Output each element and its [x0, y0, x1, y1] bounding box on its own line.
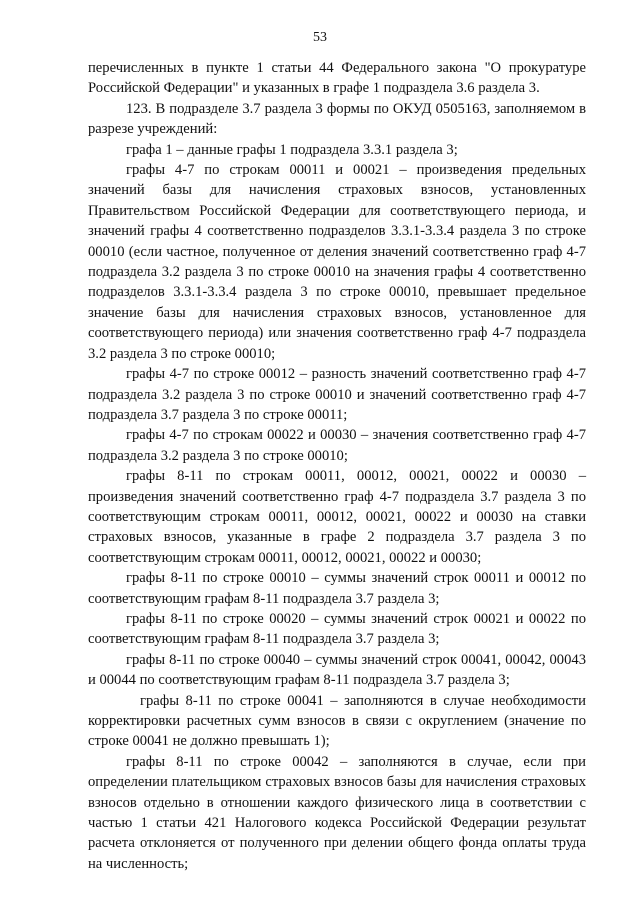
paragraph-item-123: 123. В подразделе 3.7 раздела 3 формы по ОКУД 0505163, заполняемом в разрезе учреждений:: [88, 100, 586, 138]
page-number: 53: [313, 30, 327, 45]
paragraph-columns-8-11-row-00040: графы 8-11 по строке 00040 – суммы значений строк 00041, 00042, 00043 и 00044 по соответствующим графам 8-11 подраздела 3.7 раздела 3;: [88, 651, 586, 689]
paragraph-continuation: перечисленных в пункте 1 статьи 44 Федерального закона "О прокуратуре Российской Федерации" и указанных в графе 1 подраздела 3.6 раздела 3.: [88, 60, 586, 97]
paragraph-columns-8-11-row-00042: графы 8-11 по строке 00042 – заполняются в случае, если при определении плательщиком страховых взносов базы для начисления страховых взносов отдельно в отношении каждого физического лица в соответствии с частью 1 статьи 421 Налогового кодекса Российской Федерации результат расчета отклоняется от полученного при делении общего фонда оплаты труда на численность;: [88, 753, 586, 872]
paragraph-columns-8-11-row-00020: графы 8-11 по строке 00020 – суммы значений строк 00021 и 00022 по соответствующим графам 8-11 подраздела 3.7 раздела 3;: [88, 610, 586, 648]
paragraph-columns-4-7-rows-00011-00021: графы 4-7 по строкам 00011 и 00021 – произведения предельных значений базы для начисления страховых взносов, установленных Правительством Российской Федерации для соответствующего периода, и значений графы 4 соответственно подразделов 3.3.1-3.3.4 раздела 3 по строке 00010 (если частное, полученное от деления значений соответственно граф 4-7 подраздела 3.2 раздела 3 по строке 00010 на значения графы 4 соответственно подразделов 3.3.1-3.3.4 раздела 3 по строке 00010, превышает предельное значение базы для начисления страховых взносов, установленное для соответствующего периода) или значения соответственно граф 4-7 подраздела 3.2 раздела 3 по строке 00010;: [88, 162, 586, 362]
paragraph-column-1: графа 1 – данные графы 1 подраздела 3.3.1 раздела 3;: [126, 141, 458, 158]
document-body: [88, 58, 586, 874]
paragraph-columns-4-7-row-00012: графы 4-7 по строке 00012 – разность значений соответственно граф 4-7 подраздела 3.2 раздела 3 по строке 00010 и значений соответственно граф 4-7 подраздела 3.7 раздела 3 по строке 00011;: [88, 366, 586, 423]
paragraph-columns-8-11-row-00010: графы 8-11 по строке 00010 – суммы значений строк 00011 и 00012 по соответствующим графам 8-11 подраздела 3.7 раздела 3;: [88, 570, 586, 607]
paragraph-columns-8-11-row-00041: графы 8-11 по строке 00041 – заполняются в случае необходимости корректировки расчетных сумм взносов в связи с округлением (значение по строке 00041 не должно превышать 1);: [88, 692, 586, 750]
paragraph-columns-4-7-rows-00022-00030: графы 4-7 по строкам 00022 и 00030 – значения соответственно граф 4-7 подраздела 3.2 раздела 3 по строке 00010;: [88, 427, 586, 464]
paragraph-columns-8-11-rows-multiple: графы 8-11 по строкам 00011, 00012, 00021, 00022 и 00030 – произведения значений соответственно граф 4-7 подраздела 3.7 раздела 3 по соответствующим строкам 00011, 00012, 00021, 00022 и 00030 на ставки страховых взносов, указанные в графе 2 подраздела 3.7 раздела 3 по соответствующим строкам 00011, 00012, 00021, 00022 и 00030;: [88, 468, 586, 566]
